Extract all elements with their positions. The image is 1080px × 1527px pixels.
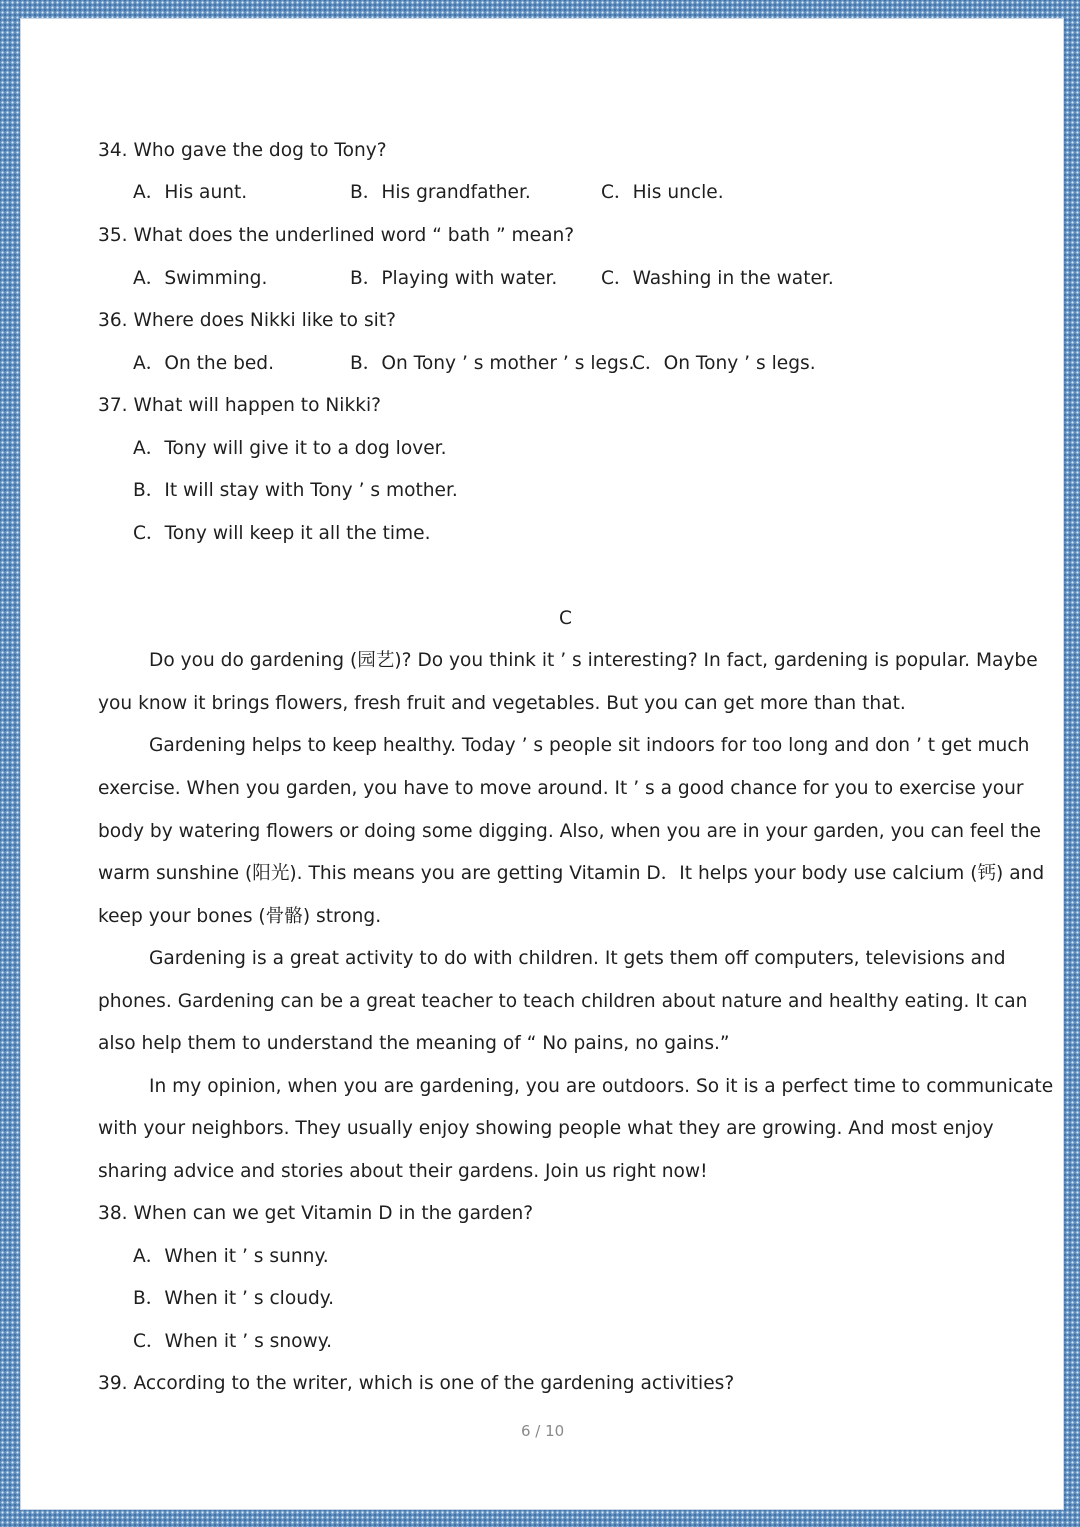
option-34-c: C．His uncle. xyxy=(601,182,724,203)
question-37: 37. What will happen to Nikki? xyxy=(98,395,382,416)
question-39: 39. According to the writer, which is one of the gardening activities? xyxy=(98,1373,735,1394)
document-page xyxy=(20,18,1064,1510)
page-number: 6 / 10 xyxy=(521,1422,565,1440)
option-34-b: B．His grandfather. xyxy=(350,182,531,203)
question-34: 34. Who gave the dog to Tony? xyxy=(98,140,387,161)
option-36-a: A．On the bed. xyxy=(133,353,275,374)
section-label: C xyxy=(559,608,572,629)
passage-line: warm sunshine (阳光). This means you are getting Vitamin D．It helps your body use calcium (钙) and xyxy=(98,863,1045,884)
question-38: 38. When can we get Vitamin D in the garden? xyxy=(98,1203,534,1224)
passage-line: Gardening helps to keep healthy. Today ’ s people sit indoors for too long and don ’ t get much xyxy=(149,735,1030,756)
option-36-c: C．On Tony ’ s legs. xyxy=(632,353,816,374)
passage-line: exercise. When you garden, you have to move around. It ’ s a good chance for you to exercise your xyxy=(98,778,1024,799)
option-38-c: C．When it ’ s snowy. xyxy=(133,1331,332,1352)
passage-line: In my opinion, when you are gardening, you are outdoors. So it is a perfect time to communicate xyxy=(149,1076,1054,1097)
passage-line: Gardening is a great activity to do with children. It gets them off computers, televisions and xyxy=(149,948,1006,969)
option-36-b: B．On Tony ’ s mother ’ s legs. xyxy=(350,353,635,374)
option-38-b: B．When it ’ s cloudy. xyxy=(133,1288,335,1309)
passage-line: sharing advice and stories about their gardens. Join us right now! xyxy=(98,1161,708,1182)
option-35-c: C．Washing in the water. xyxy=(601,268,834,289)
passage-line: you know it brings flowers, fresh fruit and vegetables. But you can get more than that. xyxy=(98,693,906,714)
option-37-a: A．Tony will give it to a dog lover. xyxy=(133,438,447,459)
question-35: 35. What does the underlined word “ bath ” mean? xyxy=(98,225,575,246)
option-38-a: A．When it ’ s sunny. xyxy=(133,1246,329,1267)
passage-line: with your neighbors. They usually enjoy showing people what they are growing. And most enjoy xyxy=(98,1118,994,1139)
option-34-a: A．His aunt. xyxy=(133,182,248,203)
option-35-a: A．Swimming. xyxy=(133,268,268,289)
passage-line: keep your bones (骨骼) strong. xyxy=(98,906,382,927)
option-37-c: C．Tony will keep it all the time. xyxy=(133,523,431,544)
passage-line: phones. Gardening can be a great teacher to teach children about nature and healthy eating. It can xyxy=(98,991,1028,1012)
passage-line: body by watering flowers or doing some digging. Also, when you are in your garden, you can feel the xyxy=(98,821,1041,842)
passage-line: Do you do gardening (园艺)? Do you think it ’ s interesting? In fact, gardening is popular. Maybe xyxy=(149,650,1038,671)
question-36: 36. Where does Nikki like to sit? xyxy=(98,310,396,331)
option-37-b: B．It will stay with Tony ’ s mother. xyxy=(133,480,458,501)
option-35-b: B．Playing with water. xyxy=(350,268,558,289)
passage-line: also help them to understand the meaning of “ No pains, no gains.” xyxy=(98,1033,730,1054)
